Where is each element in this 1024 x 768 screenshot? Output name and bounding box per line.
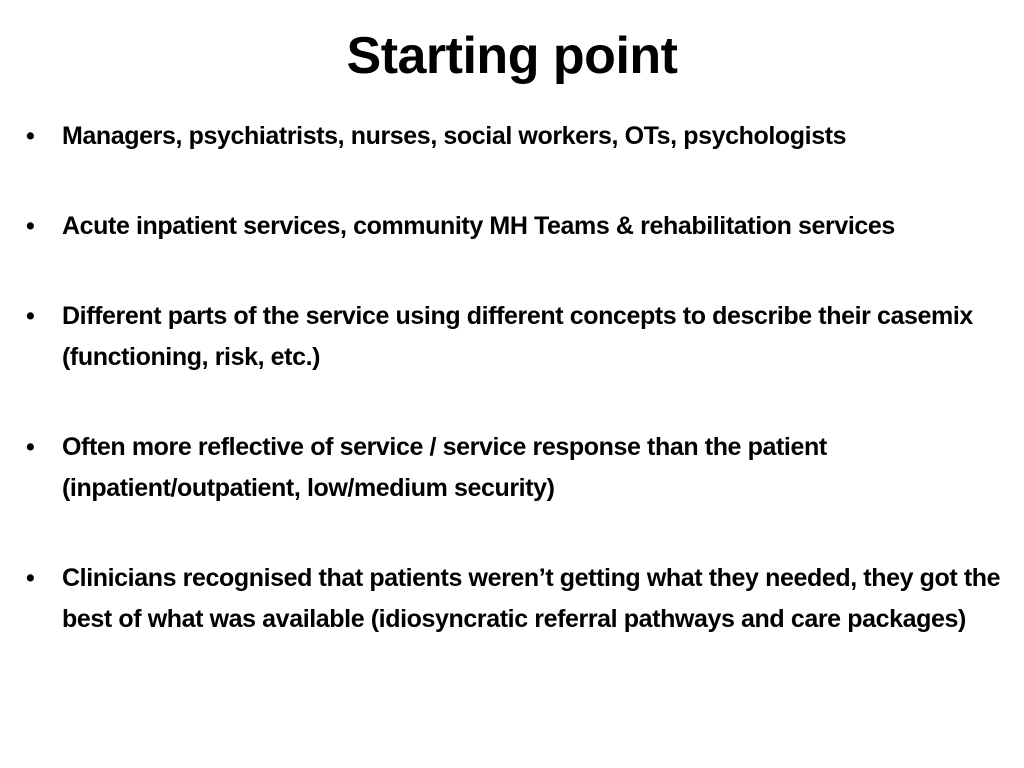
bullet-item — [24, 296, 1004, 378]
bullet-item — [24, 558, 1004, 640]
bullet-dot-icon: • — [26, 212, 35, 240]
bullet-text: Managers, psychiatrists, nurses, social workers, OTs, psychologists — [62, 122, 847, 150]
slide-title: Starting point — [346, 27, 678, 85]
bullet-dot-icon: • — [26, 122, 35, 150]
bullet-item — [24, 116, 1004, 157]
bullet-dot-icon: • — [26, 564, 35, 592]
bullet-text: Clinicians recognised that patients weren’t getting what they needed, they got the best of what was available (idiosyncratic referral pathways and care packages) — [62, 564, 1001, 633]
bullet-list — [24, 116, 1004, 640]
bullet-text: Often more reflective of service / service response than the patient (inpatient/outpatient, low/medium security) — [62, 433, 827, 502]
bullet-item — [24, 206, 1004, 247]
bullet-item — [24, 427, 1004, 509]
bullet-text: Different parts of the service using different concepts to describe their casemix (functioning, risk, etc.) — [62, 302, 973, 371]
bullet-dot-icon: • — [26, 302, 35, 330]
bullet-dot-icon: • — [26, 433, 35, 461]
bullet-text: Acute inpatient services, community MH Teams & rehabilitation services — [62, 212, 895, 240]
